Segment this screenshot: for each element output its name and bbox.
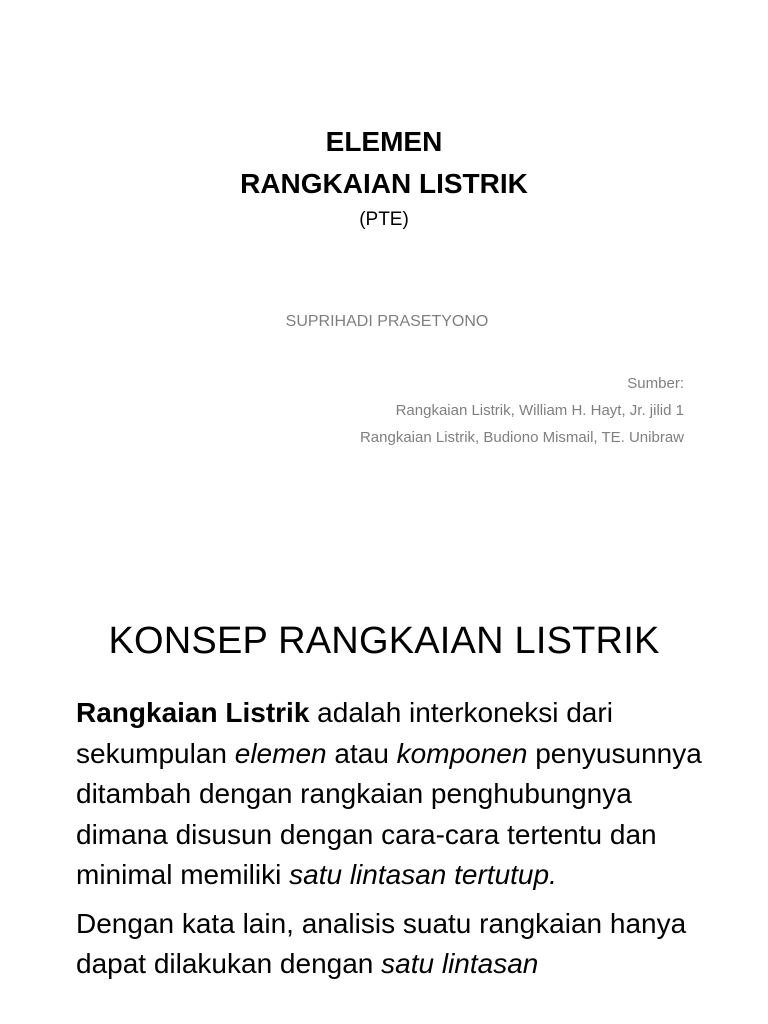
title-line-2: RANGKAIAN LISTRIK (240, 168, 528, 199)
title-line-1: ELEMEN (325, 126, 443, 157)
term-italic-path: satu lintasan (381, 948, 539, 979)
text-run: adalah interkoneksi dari sekumpulan (76, 697, 613, 769)
text-run: Dengan kata lain, analisis suatu rangkaian hanya dapat dilakukan dengan (76, 907, 687, 979)
content-slide (0, 576, 768, 1024)
term-italic-komponen: komponen (396, 737, 528, 769)
title-subtitle: (PTE) (359, 209, 409, 230)
term-italic-elemen: elemen (234, 737, 327, 769)
term-bold: Rangkaian Listrik (76, 697, 310, 728)
title-block (0, 121, 768, 235)
slide-body (76, 693, 716, 993)
slide-heading: KONSEP RANGKAIAN LISTRIK (108, 620, 660, 662)
sources-block (360, 370, 684, 451)
author-name: SUPRIHADI PRASETYONO (285, 313, 489, 330)
sources-label: Sumber: (627, 375, 684, 392)
term-italic-closed-path: satu lintasan tertutup. (289, 859, 557, 890)
source-item: Rangkaian Listrik, Budiono Mismail, TE. Unibraw (359, 429, 684, 446)
text-run: penyusunnya ditambah dengan rangkaian penghubungnya dimana disusun dengan cara-cara tertentu dan minimal memiliki (76, 737, 702, 890)
text-run: atau (326, 737, 397, 769)
definition-paragraph (76, 693, 716, 896)
analysis-paragraph (76, 904, 716, 985)
source-item: Rangkaian Listrik, William H. Hayt, Jr. jilid 1 (395, 402, 684, 419)
